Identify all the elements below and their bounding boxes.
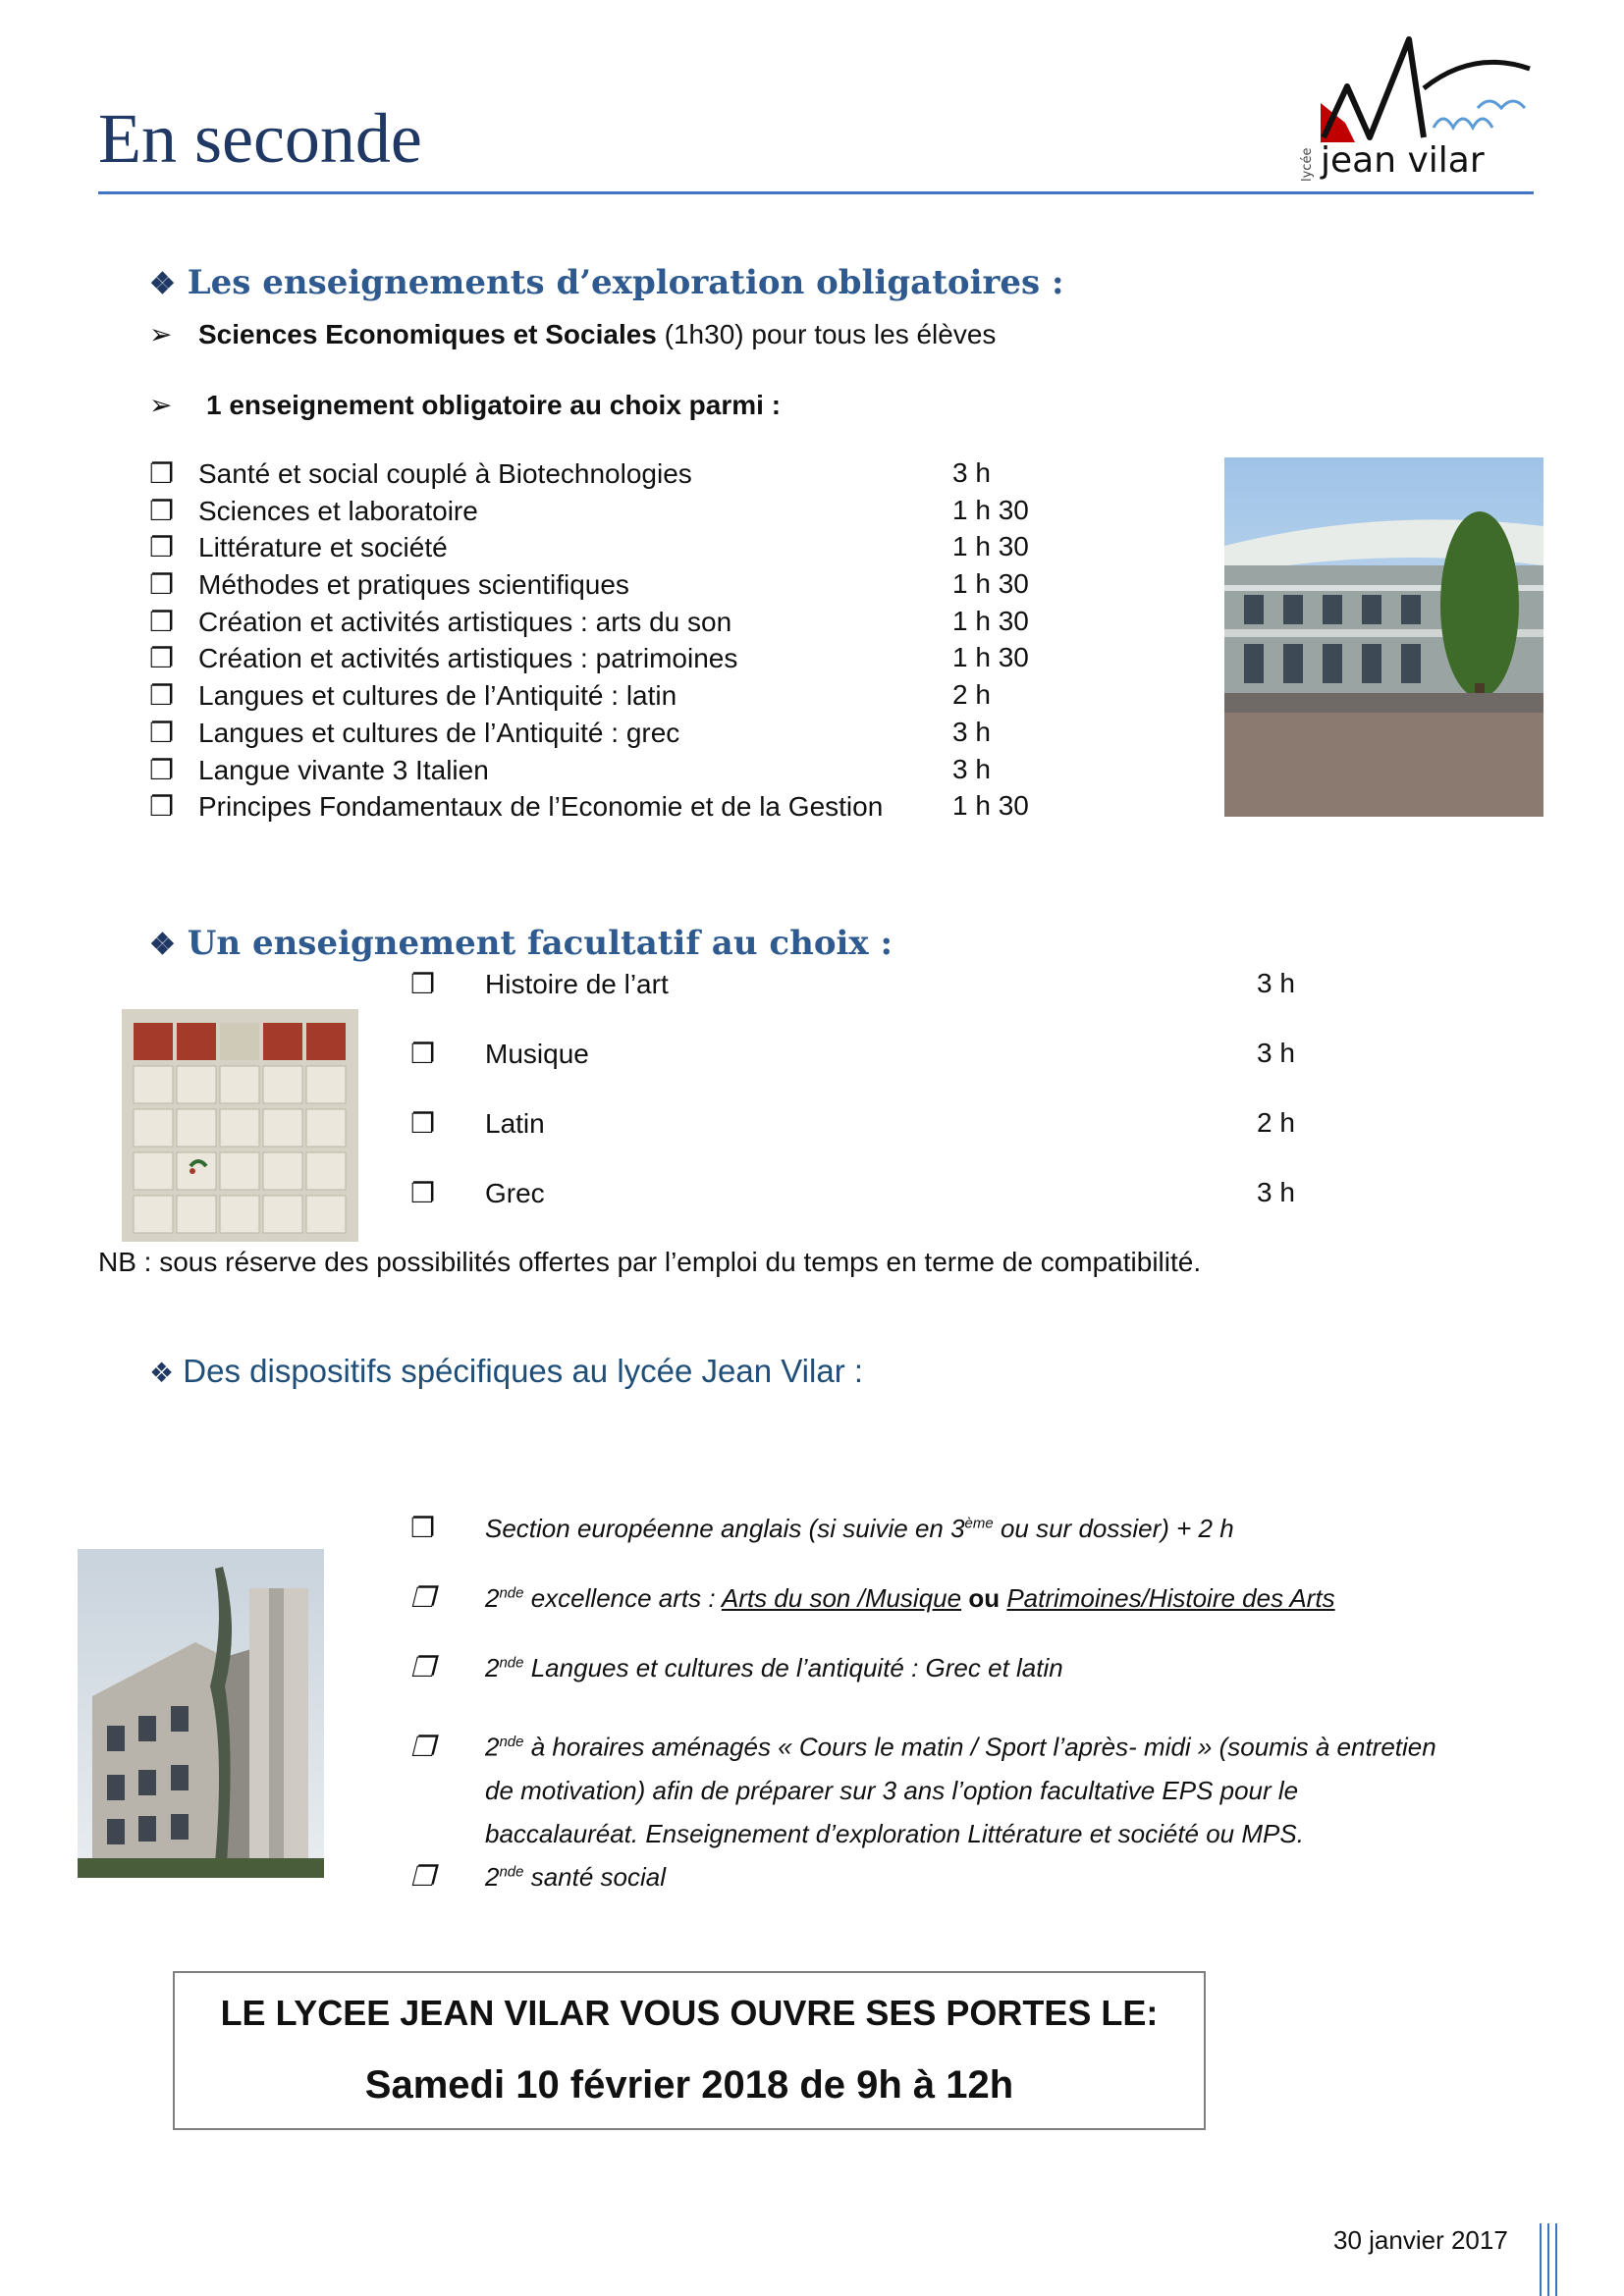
list-item-hours: 1 h 30 — [952, 568, 1029, 600]
open-day-line1: LE LYCEE JEAN VILAR VOUS OUVRE SES PORTES LE: — [220, 1993, 1159, 2033]
school-logo — [1276, 29, 1537, 187]
svg-text:lycée — [1300, 148, 1315, 182]
checkbox-icon: ❐ — [410, 1178, 436, 1208]
diamond-bullet-icon: ❖ — [149, 1358, 175, 1388]
checkbox-icon: ❐ — [149, 532, 175, 563]
footer-lines-decoration — [1537, 2223, 1560, 2296]
arrow-bullet-icon: ➢ — [149, 319, 173, 349]
list-item-hours: 2 h — [1257, 1107, 1295, 1138]
checkbox-icon: ❐ — [149, 680, 175, 712]
excellence-arts-text: excellence arts : — [523, 1583, 722, 1613]
checkbox-icon: ❐ — [410, 1039, 436, 1069]
checkbox-icon: ❐ — [149, 606, 175, 637]
checkbox-icon: ❐ — [149, 569, 175, 601]
page-title: En seconde — [98, 99, 422, 178]
list-item — [410, 1512, 1530, 1581]
list-item-label: Histoire de l’art — [485, 969, 669, 999]
checkbox-icon: ❐ — [149, 791, 175, 823]
antiquity-text: Langues et cultures de l’antiquité : Grec et latin — [523, 1653, 1063, 1682]
list-item — [149, 495, 1033, 532]
superscript: nde — [499, 1734, 524, 1750]
checkbox-icon: ❐ — [410, 1108, 436, 1139]
list-item-hours: 3 h — [1257, 1038, 1295, 1068]
or-text: ou — [961, 1583, 1007, 1613]
list-item-label: Langues et cultures de l’Antiquité : latin — [198, 680, 677, 712]
grade-number: 2 — [485, 1732, 500, 1762]
list-item-label: Grec — [485, 1178, 545, 1208]
list-item-label: Création et activités artistiques : arts du son — [198, 606, 732, 637]
nb-note: NB : sous réserve des possibilités offertes par l’emploi du temps en terme de compatibilité. — [98, 1247, 1202, 1277]
checkbox-icon: ❐ — [149, 495, 175, 526]
list-item-label: Langue vivante 3 Italien — [198, 754, 489, 785]
list-item — [149, 717, 1033, 754]
exploration-list — [149, 457, 1033, 828]
superscript: nde — [499, 1654, 524, 1672]
list-item-hours: 1 h 30 — [952, 531, 1029, 562]
list-item — [410, 1651, 1530, 1721]
section1-heading: Les enseignements d’exploration obligatoires : — [187, 263, 1064, 302]
list-item-label: Santé et social couplé à Biotechnologies — [198, 458, 692, 489]
list-item-hours: 2 h — [952, 679, 991, 711]
superscript: ème — [964, 1515, 994, 1532]
checkbox-icon: ❐ — [149, 717, 175, 748]
checkbox-icon: ❐ — [410, 1861, 436, 1892]
specific-list — [410, 1512, 1530, 1930]
ses-bold: Sciences Economiques et Sociales — [198, 319, 657, 349]
checkbox-icon: ❐ — [149, 643, 175, 674]
list-item-label: Méthodes et pratiques scientifiques — [198, 569, 629, 601]
european-section-text: Section européenne anglais (si suivie en 3 — [485, 1514, 965, 1543]
ceramic-tiles-photo — [122, 1009, 358, 1242]
list-item-hours: 3 h — [952, 753, 991, 784]
list-item-hours: 3 h — [1257, 1177, 1295, 1207]
grade-number: 2 — [485, 1862, 500, 1892]
footer-date: 30 janvier 2017 — [1333, 2225, 1508, 2255]
list-item-label: Musique — [485, 1039, 589, 1069]
list-item-hours: 1 h 30 — [952, 790, 1029, 822]
checkbox-icon: ❐ — [149, 754, 175, 785]
open-day-date: Samedi 10 février 2018 de 9h à 12h — [364, 2063, 1014, 2107]
list-item-label: Latin — [485, 1108, 545, 1139]
list-item — [410, 1860, 1530, 1930]
list-item-hours: 1 h 30 — [952, 494, 1029, 525]
sport-hours-text-2: de motivation) afin de préparer sur 3 ans l’option facultative EPS pour le — [485, 1775, 1299, 1805]
list-item-hours: 3 h — [952, 716, 991, 747]
checkbox-icon: ❐ — [410, 1513, 436, 1543]
list-item-hours: 3 h — [952, 457, 991, 488]
checkbox-icon: ❐ — [410, 1731, 436, 1762]
diamond-bullet-icon: ❖ — [149, 928, 176, 962]
checkbox-icon: ❐ — [149, 458, 175, 489]
health-social-text: santé social — [523, 1862, 667, 1892]
choice-line — [149, 389, 781, 421]
open-day-banner — [173, 1971, 1206, 2130]
choice-text: 1 enseignement obligatoire au choix parmi : — [206, 390, 782, 420]
ses-line — [149, 318, 996, 350]
superscript: nde — [499, 1584, 524, 1602]
grade-number: 2 — [485, 1583, 500, 1613]
sport-hours-text-1: à horaires aménagés « Cours le matin / Sport l’après- midi » (soumis à entretien — [523, 1732, 1436, 1762]
list-item — [410, 1038, 1333, 1107]
list-item — [410, 968, 1333, 1038]
list-item — [149, 457, 1033, 495]
list-item-hours: 1 h 30 — [952, 605, 1029, 636]
ses-rest: (1h30) pour tous les élèves — [656, 319, 997, 349]
grade-number: 2 — [485, 1653, 500, 1682]
section2-heading-row — [149, 924, 893, 963]
section1-heading-row — [149, 263, 1064, 302]
list-item-hours: 3 h — [1257, 968, 1295, 998]
building-sculpture-photo — [78, 1549, 324, 1878]
patrimoines-link[interactable]: Patrimoines/Histoire des Arts — [1006, 1583, 1335, 1613]
list-item — [410, 1107, 1333, 1177]
arrow-bullet-icon: ➢ — [149, 390, 173, 420]
list-item — [410, 1581, 1530, 1651]
list-item — [149, 790, 1033, 828]
list-item — [149, 568, 1033, 606]
optional-list — [410, 968, 1333, 1247]
list-item — [149, 642, 1033, 679]
list-item-hours: 1 h 30 — [952, 642, 1029, 673]
title-rule — [98, 191, 1534, 194]
diamond-bullet-icon: ❖ — [149, 267, 176, 301]
logo-main-text: jean vilar — [1321, 140, 1485, 181]
list-item-label: Sciences et laboratoire — [198, 495, 478, 526]
checkbox-icon: ❐ — [410, 969, 436, 999]
svg-text:jean vilar — [1320, 140, 1485, 181]
logo-small-text: lycée — [1300, 147, 1315, 182]
list-item — [410, 1721, 1530, 1860]
arts-du-son-link[interactable]: Arts du son /Musique — [721, 1583, 962, 1613]
checkbox-icon: ❐ — [410, 1652, 436, 1682]
european-section-text-end: ou sur dossier) + 2 h — [993, 1514, 1234, 1543]
school-courtyard-photo — [1224, 457, 1543, 817]
section3-heading: Des dispositifs spécifiques au lycée Jean Vilar : — [183, 1353, 864, 1389]
superscript: nde — [499, 1863, 524, 1881]
checkbox-icon: ❐ — [410, 1582, 436, 1613]
list-item — [410, 1177, 1333, 1247]
list-item — [149, 531, 1033, 568]
section3-heading-row — [149, 1353, 863, 1390]
section2-heading: Un enseignement facultatif au choix : — [187, 924, 893, 963]
list-item-label: Littérature et société — [198, 532, 448, 563]
list-item-label: Création et activités artistiques : patrimoines — [198, 643, 738, 674]
list-item-label: Langues et cultures de l’Antiquité : grec — [198, 717, 680, 748]
list-item — [149, 679, 1033, 717]
sport-hours-text-3: baccalauréat. Enseignement d’exploration Littérature et société ou MPS. — [485, 1818, 1304, 1848]
list-item — [149, 754, 1033, 791]
list-item — [149, 606, 1033, 643]
list-item-label: Principes Fondamentaux de l’Economie et de la Gestion — [198, 791, 884, 823]
